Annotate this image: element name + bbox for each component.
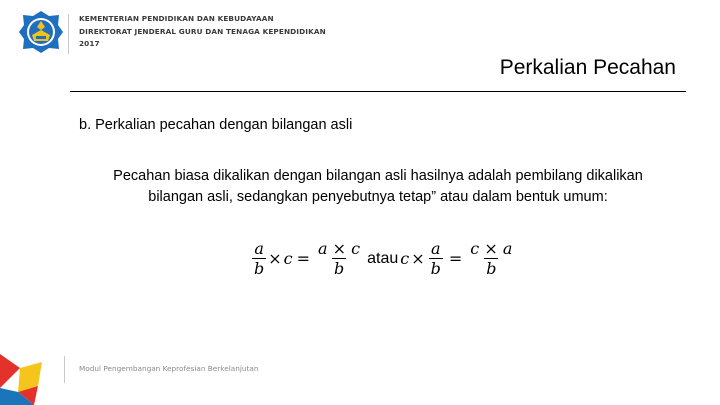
numerator: c × a <box>470 239 513 258</box>
explanation-paragraph <box>70 166 686 208</box>
general-formula <box>250 239 516 278</box>
variable-c: c <box>283 249 293 268</box>
header-divider <box>68 14 69 54</box>
ministry-name <box>79 13 326 51</box>
paragraph-line-1: Pecahan biasa dikalikan dengan bilangan asli hasilnya adalah pembilang dikalikan <box>113 168 643 184</box>
numerator: a <box>254 239 264 258</box>
variable-c: c <box>400 249 410 268</box>
times-sign: × <box>411 249 425 268</box>
denominator: b <box>254 259 265 278</box>
footer-text: Modul Pengembangan Keprofesian Berkelanjutan <box>79 364 259 373</box>
fraction-a-times-c-over-b <box>316 239 362 278</box>
or-word: atau <box>367 249 399 267</box>
denominator: b <box>333 259 345 278</box>
footer-divider <box>64 356 65 383</box>
numerator: a × c <box>318 239 361 258</box>
slide-title: Perkalian Pecahan <box>499 56 676 79</box>
times-sign: × <box>268 249 282 268</box>
equals-sign: = <box>296 249 311 268</box>
numerator: a <box>430 239 441 258</box>
ministry-line-1: KEMENTERIAN PENDIDIKAN DAN KEBUDAYAAN <box>79 14 274 23</box>
fraction-c-times-a-over-b <box>468 239 514 278</box>
ministry-line-2: DIREKTORAT JENDERAL GURU DAN TENAGA KEPENDIDIKAN <box>79 26 326 36</box>
tut-wuri-handayani-logo <box>18 9 64 55</box>
denominator: b <box>486 259 497 278</box>
paragraph-line-2: bilangan asli, sedangkan penyebutnya tetap” atau dalam bentuk umum: <box>148 189 608 205</box>
denominator: b <box>430 259 441 278</box>
fraction-a-over-b <box>252 239 266 278</box>
corner-decoration <box>0 354 46 405</box>
title-underline <box>70 91 686 92</box>
equals-sign: = <box>448 249 463 268</box>
fraction-a-over-b <box>429 239 443 278</box>
ministry-year: 2017 <box>79 39 100 48</box>
subheading: b. Perkalian pecahan dengan bilangan asli <box>79 117 353 133</box>
